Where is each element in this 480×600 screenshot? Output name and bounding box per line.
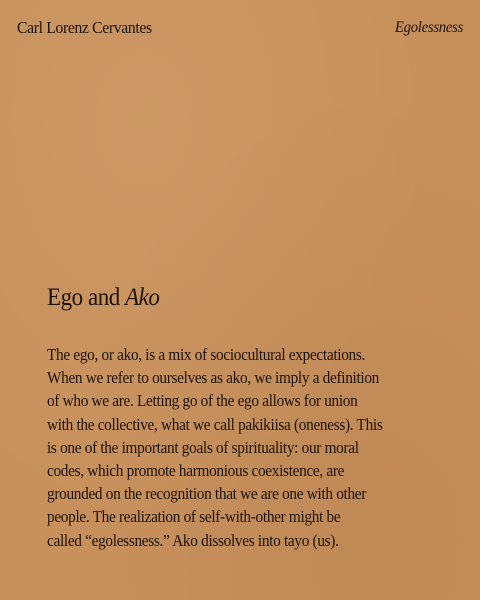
article-body: The ego, or ako, is a mix of sociocultural expectations. When we refer to ourselves as ako, we imply a definition of who we are. Letting go of the ego allows for union with the collective, what we call pakikiisa (oneness). This is one of the important goals of spirituality: our moral codes, which promote harmonious coexistence, are grounded on the recognition that we are one with other people. The realization of self-with-other might be called “egolessness.” Ako dissolves into tayo (us). xyxy=(47,345,383,550)
article-title-italic: Ako xyxy=(125,284,160,311)
series-title: Egolessness xyxy=(394,19,463,36)
header xyxy=(17,14,463,42)
article-title-plain: Ego and xyxy=(47,284,126,311)
article-title xyxy=(47,284,159,312)
author-name: Carl Lorenz Cervantes xyxy=(17,18,152,37)
